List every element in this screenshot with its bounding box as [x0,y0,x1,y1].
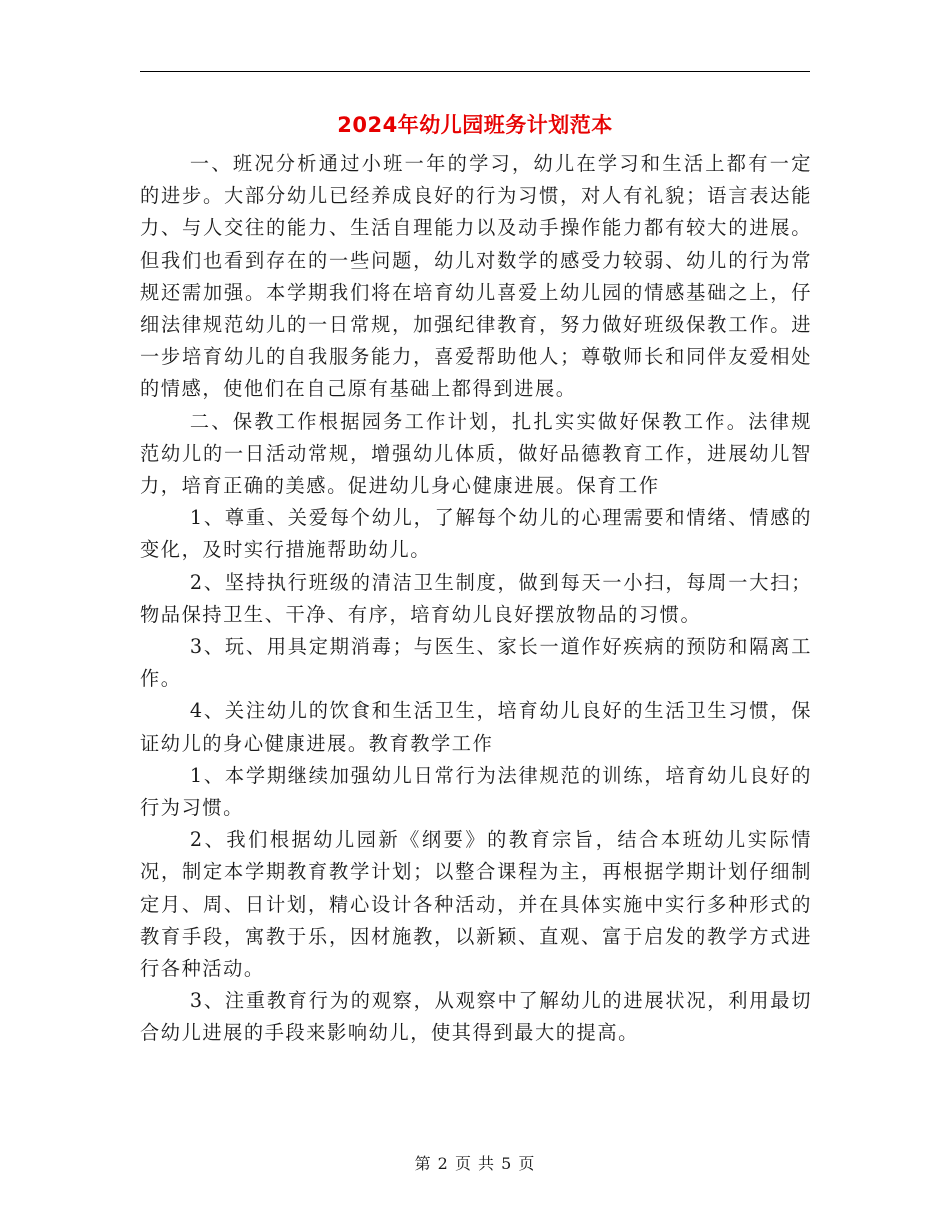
header-rule [140,71,810,72]
page-number: 第 2 页 共 5 页 [414,1154,536,1173]
paragraph-care-item-3: 3、玩、用具定期消毒；与医生、家长一道作好疾病的预防和隔离工作。 [140,635,812,691]
document-title: 2024年幼儿园班务计划范本 [337,113,613,137]
paragraph-class-analysis: 一、班况分析通过小班一年的学习，幼儿在学习和生活上都有一定的进步。大部分幼儿已经养成良好的行为习惯，对人有礼貌；语言表达能力、与人交往的能力、生活自理能力以及动手操作能力都有较大的进展。但我们也看到存在的一些问题，幼儿对数学的感受力较弱、幼儿的行为常规还需加强。本学期我们将在培育幼儿喜爱上幼儿园的情感基础之上，仔细法律规范幼儿的一日常规，加强纪律教育，努力做好班级保教工作。进一步培育幼儿的自我服务能力，喜爱帮助他人；尊敬师长和同伴友爱相处的情感，使他们在自己原有基础上都得到进展。 [140,152,812,401]
paragraph-teaching-item-1: 1、本学期继续加强幼儿日常行为法律规范的训练，培育幼儿良好的行为习惯。 [140,763,812,820]
paragraph-care-item-4: 4、关注幼儿的饮食和生活卫生，培育幼儿良好的生活卫生习惯，保证幼儿的身心健康进展。教育教学工作 [140,699,812,755]
paragraph-teaching-item-3: 3、注重教育行为的观察，从观察中了解幼儿的进展状况，利用最切合幼儿进展的手段来影响幼儿，使其得到最大的提高。 [140,989,812,1045]
paragraph-care-item-1: 1、尊重、关爱每个幼儿，了解每个幼儿的心理需要和情绪、情感的变化，及时实行措施帮助幼儿。 [140,506,812,562]
page-footer [0,1153,950,1175]
paragraph-care-item-2: 2、坚持执行班级的清洁卫生制度，做到每天一小扫，每周一大扫；物品保持卫生、干净、有序，培育幼儿良好摆放物品的习惯。 [140,570,812,626]
paragraph-care-education: 二、保教工作根据园务工作计划，扎扎实实做好保教工作。法律规范幼儿的一日活动常规，增强幼儿体质，做好品德教育工作，进展幼儿智力，培育正确的美感。促进幼儿身心健康进展。保育工作 [140,409,812,498]
paragraph-teaching-item-2: 2、我们根据幼儿园新《纲要》的教育宗旨，结合本班幼儿实际情况，制定本学期教育教学计划；以整合课程为主，再根据学期计划仔细制定月、周、日计划，精心设计各种活动，并在具体实施中实行多种形式的教育手段，寓教于乐，因材施教，以新颖、直观、富于启发的教学方式进行各种活动。 [140,828,812,981]
document-body [140,148,812,1050]
